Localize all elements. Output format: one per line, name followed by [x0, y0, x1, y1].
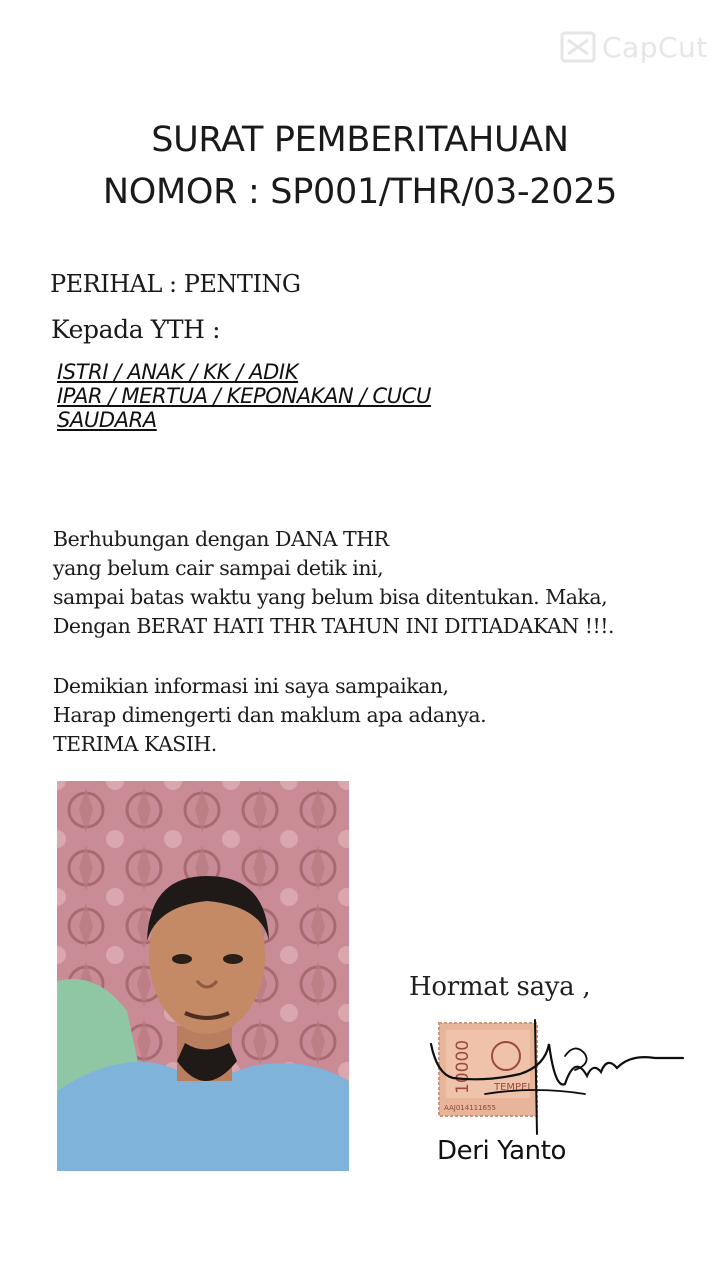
- body-paragraph-2: [53, 672, 486, 759]
- title-line-1: SURAT PEMBERITAHUAN: [151, 120, 569, 160]
- body-line: Berhubungan dengan DANA THR: [53, 527, 389, 551]
- body-line: yang belum cair sampai detik ini,: [53, 556, 384, 580]
- addressee-label: Kepada YTH :: [51, 315, 221, 344]
- handwritten-signature: [425, 1014, 690, 1139]
- signer-name: Deri Yanto: [437, 1136, 567, 1166]
- body-line: Dengan BERAT HATI THR TAHUN INI DITIADAKAN !!!.: [53, 614, 614, 638]
- recipient-line: SAUDARA: [57, 408, 157, 432]
- recipient-list: [57, 360, 431, 432]
- body-line: TERIMA KASIH.: [53, 732, 217, 756]
- closing-salutation: Hormat saya ,: [409, 972, 591, 1002]
- letter-title: [0, 114, 720, 218]
- watermark-text: CapCut: [602, 30, 708, 64]
- capcut-watermark: [560, 30, 708, 64]
- subject-line: PERIHAL : PENTING: [50, 270, 301, 298]
- sender-photo: [57, 781, 349, 1171]
- capcut-logo-icon: [560, 30, 596, 64]
- body-line: Harap dimengerti dan maklum apa adanya.: [53, 703, 487, 727]
- stamp-serial: AAJ014111655: [444, 1104, 496, 1112]
- body-paragraph-1: [53, 525, 614, 641]
- recipient-line: IPAR / MERTUA / KEPONAKAN / CUCU: [57, 384, 432, 408]
- stamp-value: 10000: [453, 1039, 473, 1094]
- letter-number: NOMOR : SP001/THR/03-2025: [102, 172, 618, 212]
- stamp-label: TEMPEL: [494, 1082, 533, 1093]
- body-line: sampai batas waktu yang belum bisa ditentukan. Maka,: [53, 585, 608, 609]
- portrait-image: [57, 781, 349, 1171]
- recipient-line: ISTRI / ANAK / KK / ADIK: [57, 360, 299, 384]
- body-line: Demikian informasi ini saya sampaikan,: [53, 674, 449, 698]
